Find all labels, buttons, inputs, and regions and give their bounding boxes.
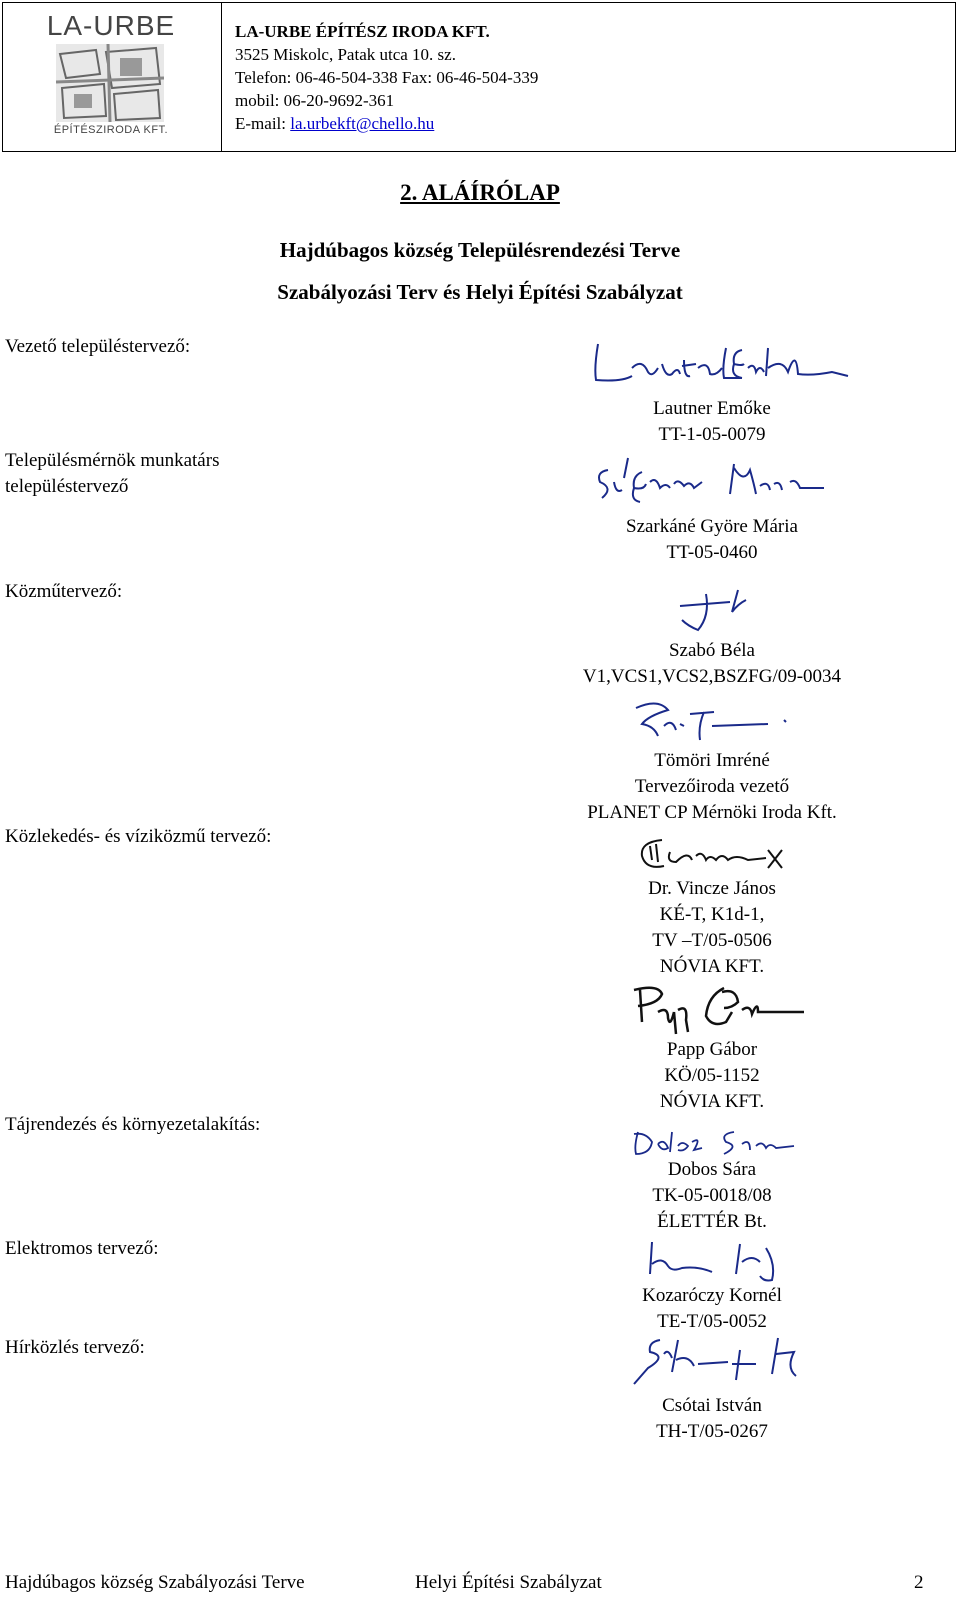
signature-csotai [628,1334,808,1390]
signer-registration: KÉ-T, K1d-1, [659,904,765,925]
signer-registration: TV –T/05-0506 [652,930,772,951]
email-label: E-mail: [235,114,291,133]
signer-company: ÉLETTÉR Bt. [657,1211,767,1232]
signature-szarkane [594,454,834,504]
footer-section: Helyi Építési Szabályzat [415,1572,602,1593]
signature-lautner [592,338,852,390]
role-lead-planner: Vezető településtervező: [5,336,191,357]
signer-company: PLANET CP Mérnöki Iroda Kft. [587,802,837,823]
logo-name: LA-URBE [46,10,176,41]
role-landscape: Tájrendezés és környezetalakítás: [5,1114,261,1135]
footer-page-number: 2 [914,1572,924,1593]
role-telecom: Hírközlés tervező: [5,1337,145,1358]
signer-name: Dobos Sára [667,1159,757,1180]
signature-tomori [628,696,798,744]
signature-kozaroczy [642,1238,792,1282]
role-engineer-line1: Településmérnök munkatárs [5,450,220,471]
signer-name: Kozaróczy Kornél [642,1285,782,1306]
company-address: 3525 Miskolc, Patak utca 10. sz. [235,45,456,64]
footer-document: Hajdúbagos község Szabályozási Terve [5,1572,305,1593]
signer-name: Csótai István [662,1395,762,1416]
email-link[interactable]: la.urbekft@chello.hu [290,114,435,133]
signature-vincze [636,832,796,876]
company-phone-fax: Telefon: 06-46-504-338 Fax: 06-46-504-339 [235,68,539,87]
signer-title: Tervezőiroda vezető [634,776,790,797]
signer-registration: TT-1-05-0079 [658,424,766,445]
role-electrical: Elektromos tervező: [5,1238,159,1259]
signer-name: Papp Gábor [666,1039,758,1060]
signature-szabo [676,586,756,634]
signer-registration: V1,VCS1,VCS2,BSZFG/09-0034 [582,666,842,687]
signer-name: Tömöri Imréné [654,750,770,771]
signer-registration: KÖ/05-1152 [664,1065,760,1086]
role-utility: Közműtervező: [5,581,123,602]
logo-tagline: ÉPÍTÉSZIRODA KFT. [53,124,169,136]
plan-title: Hajdúbagos község Településrendezési Terve [279,238,681,262]
company-mobile: mobil: 06-20-9692-361 [235,91,395,110]
signer-name: Dr. Vincze János [648,878,776,899]
role-transport: Közlekedés- és víziközmű tervező: [5,826,272,847]
signer-registration: TT-05-0460 [666,542,758,563]
role-engineer-line2: településtervező [5,476,129,497]
signer-registration: TE-T/05-0052 [657,1311,767,1332]
signer-name: Szabó Béla [668,640,755,661]
signature-papp [628,982,808,1038]
company-email-line [235,112,434,135]
signer-name: Szarkáné Györe Mária [626,516,798,537]
logo-map-icon [56,44,164,122]
signer-registration: TK-05-0018/08 [652,1185,772,1206]
signature-dobos [630,1124,800,1158]
signer-registration: TH-T/05-0267 [656,1421,768,1442]
company-name: LA-URBE ÉPÍTÉSZ IRODA KFT. [235,22,490,41]
plan-subtitle: Szabályozási Terv és Helyi Építési Szabályzat [277,280,683,304]
page-title: 2. ALÁÍRÓLAP [400,180,560,205]
signer-company: NÓVIA KFT. [659,956,765,977]
signer-company: NÓVIA KFT. [659,1091,765,1112]
signer-name: Lautner Emőke [653,398,771,419]
